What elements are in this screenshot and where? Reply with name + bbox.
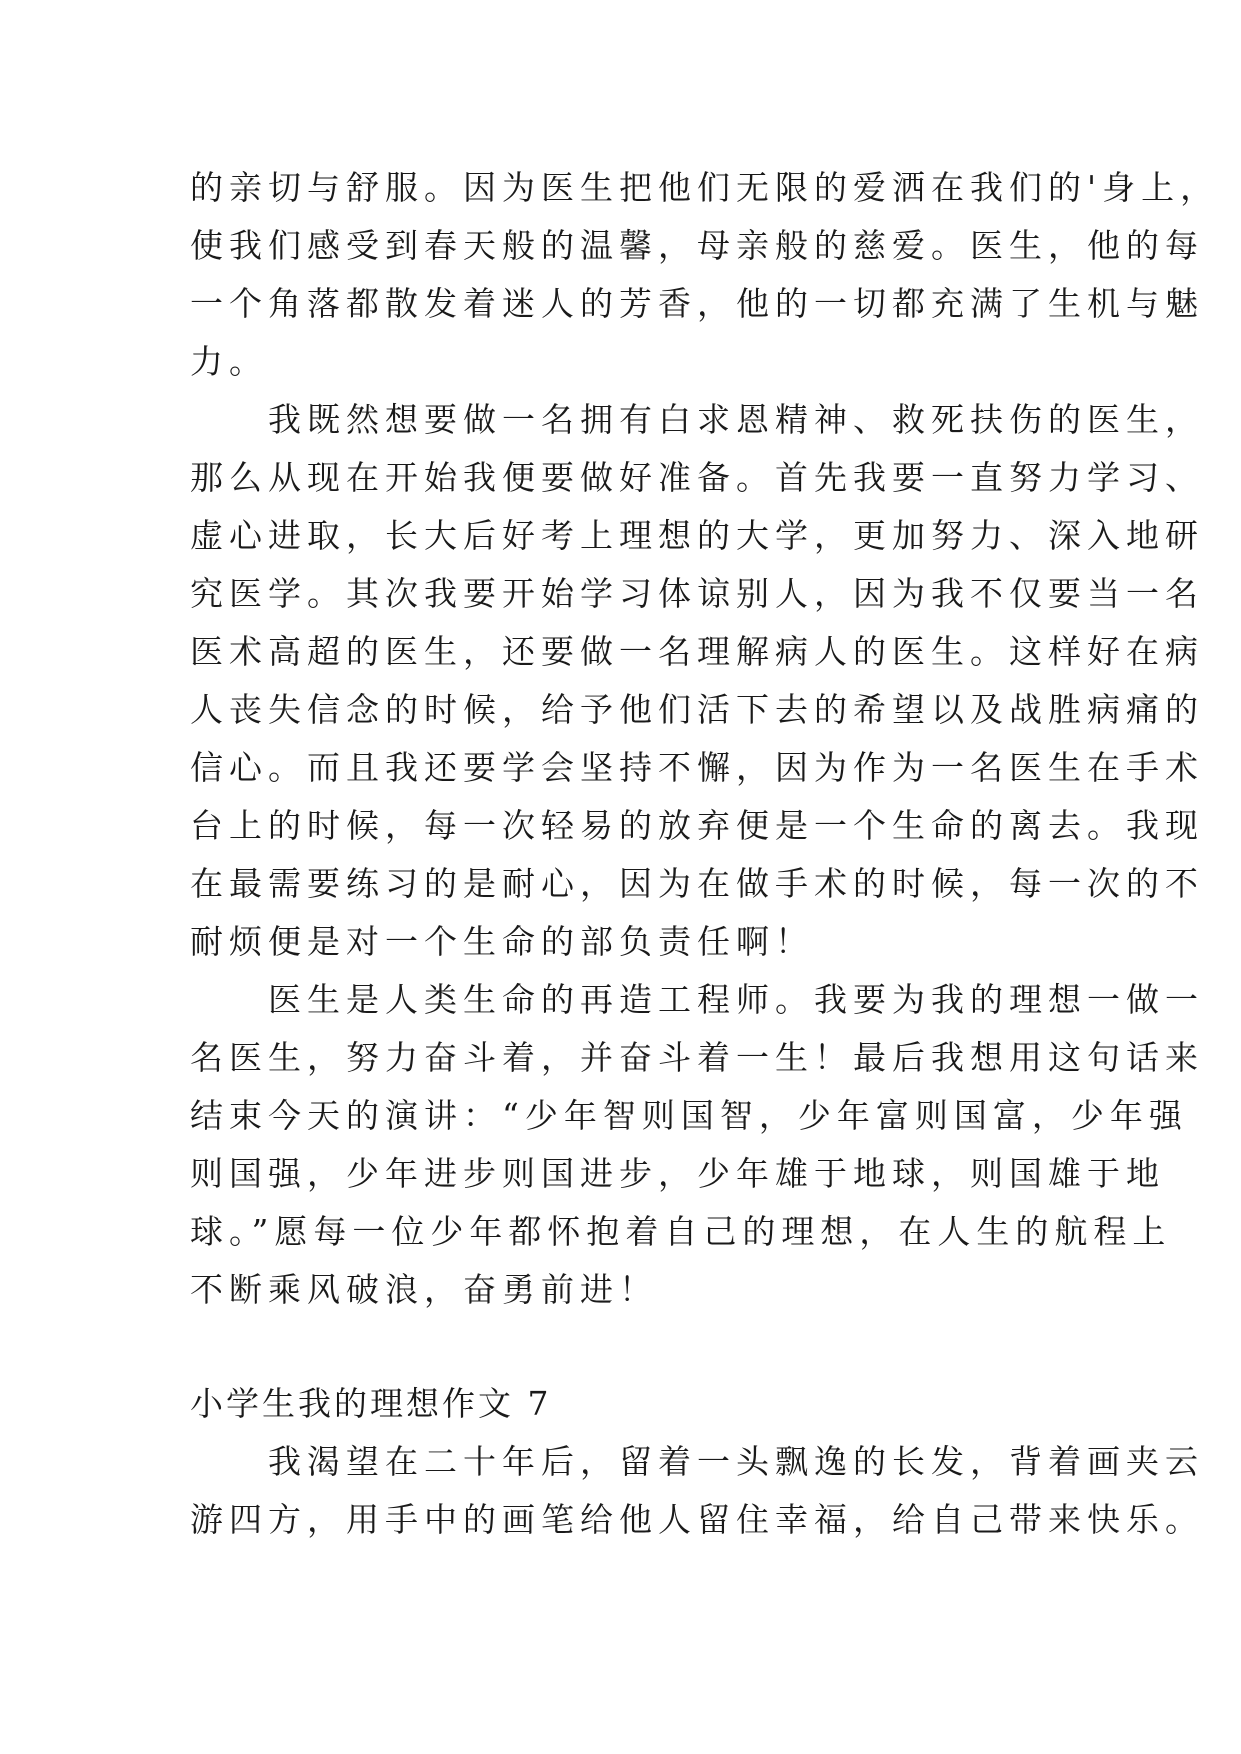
body-line: 虚心进取，长大后好考上理想的大学，更加努力、深入地研 (190, 516, 1204, 555)
body-line: 不断乘风破浪，奋勇前进！ (190, 1270, 658, 1309)
body-line: 究医学。其次我要开始学习体谅别人，因为我不仅要当一名 (190, 574, 1204, 613)
body-line: 信心。而且我还要学会坚持不懈，因为作为一名医生在手术 (190, 748, 1204, 787)
body-line: 我既然想要做一名拥有白求恩精神、救死扶伤的医生， (190, 400, 1204, 439)
body-line: 则国强，少年进步则国进步，少年雄于地球，则国雄于地 (190, 1154, 1165, 1193)
body-line: 使我们感受到春天般的温馨，母亲般的慈爱。医生，他的每 (190, 226, 1204, 265)
body-line: 一个角落都散发着迷人的芳香，他的一切都充满了生机与魅 (190, 284, 1204, 323)
body-line: 结束今天的演讲：“少年智则国智，少年富则国富，少年强 (190, 1096, 1188, 1135)
body-line: 那么从现在开始我便要做好准备。首先我要一直努力学习、 (190, 458, 1204, 497)
body-line: 我渴望在二十年后，留着一头飘逸的长发，背着画夹云 (190, 1442, 1204, 1481)
section-title: 小学生我的理想作文 7 (190, 1384, 552, 1423)
body-line: 球。”愿每一位少年都怀抱着自己的理想，在人生的航程上 (190, 1212, 1172, 1251)
body-line: 人丧失信念的时候，给予他们活下去的希望以及战胜病痛的 (190, 690, 1204, 729)
body-line: 的亲切与舒服。因为医生把他们无限的爱洒在我们的'身上， (190, 168, 1220, 207)
body-line: 名医生，努力奋斗着，并奋斗着一生！最后我想用这句话来 (190, 1038, 1204, 1077)
body-line: 力。 (190, 342, 268, 381)
body-line: 游四方，用手中的画笔给他人留住幸福，给自己带来快乐。 (190, 1500, 1204, 1539)
body-line: 医生是人类生命的再造工程师。我要为我的理想一做一 (190, 980, 1204, 1019)
body-line: 台上的时候，每一次轻易的放弃便是一个生命的离去。我现 (190, 806, 1204, 845)
body-line: 耐烦便是对一个生命的部负责任啊！ (190, 922, 814, 961)
body-line: 在最需要练习的是耐心，因为在做手术的时候，每一次的不 (190, 864, 1204, 903)
body-line: 医术高超的医生，还要做一名理解病人的医生。这样好在病 (190, 632, 1204, 671)
